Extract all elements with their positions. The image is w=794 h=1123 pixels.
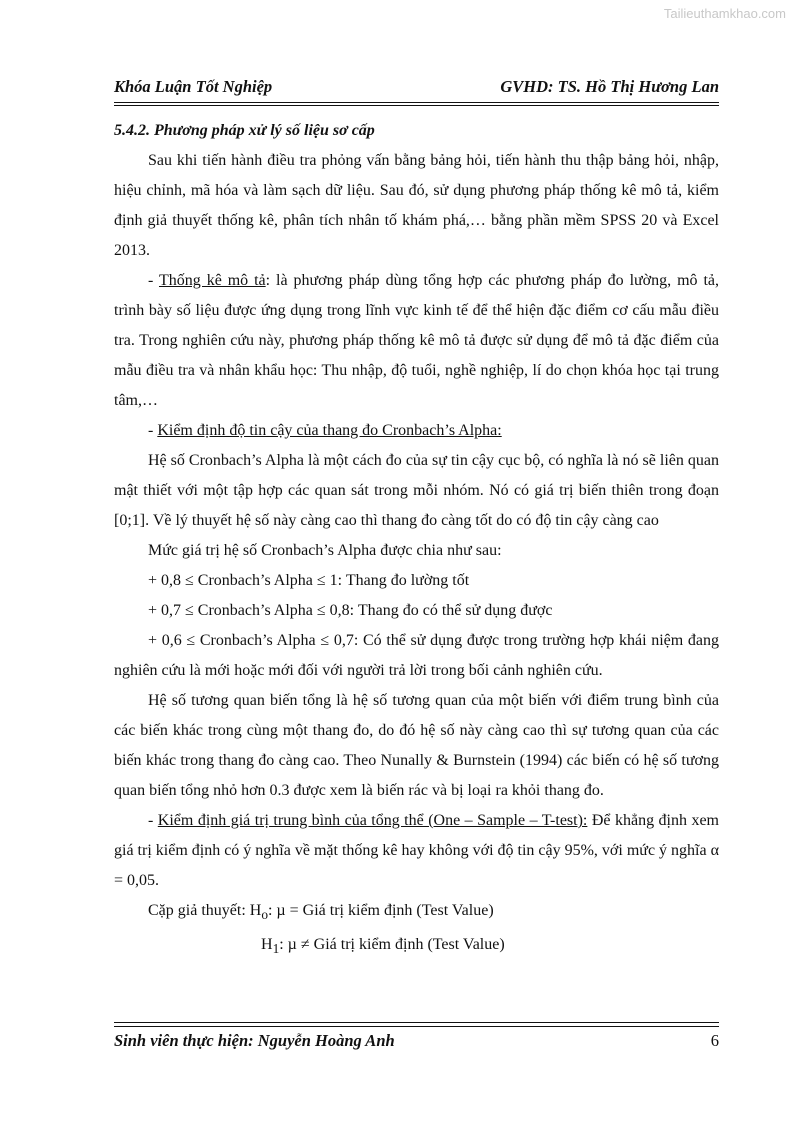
paragraph-intro: Sau khi tiến hành điều tra phỏng vấn bằng bảng hỏi, tiến hành thu thập bảng hỏi, nhập, hiệu chỉnh, mã hóa và làm sạch dữ liệu. Sau đó, sử dụng phương pháp thống kê mô tả, kiểm định giả thuyết thống kê, phân tích nhân tố khám phá,… bằng phần mềm SPSS 20 và Excel 2013. bbox=[114, 152, 719, 259]
cronbach-label: Kiểm định độ tin cậy của thang đo Cronbach’s Alpha: bbox=[157, 422, 502, 439]
header-right: GVHD: TS. Hồ Thị Hương Lan bbox=[500, 77, 719, 96]
hypothesis-prefix: Cặp giả thuyết: H bbox=[148, 902, 262, 919]
descriptive-stats-label: Thống kê mô tả bbox=[158, 272, 266, 289]
page-footer bbox=[114, 1026, 719, 1051]
section-number: 5.4.2. bbox=[114, 122, 150, 139]
h1-subscript: 1 bbox=[272, 941, 280, 957]
section-heading bbox=[114, 116, 719, 146]
descriptive-stats-text: : là phương pháp dùng tổng hợp các phương pháp đo lường, mô tả, trình bày số liệu được ứng dụng trong lĩnh vực kinh tế để thể hiện đặc điểm cơ cấu mẫu điều tra. Trong nghiên cứu này, phương pháp thống kê mô tả được sử dụng để mô tả đặc điểm của mẫu điều tra và nhân khẩu học: Thu nhập, độ tuổi, nghề nghiệp, lí do chọn khóa học tại trung tâm,… bbox=[114, 272, 720, 409]
paragraph-descriptive: - Thống kê mô tả: là phương pháp dùng tổng hợp các phương pháp đo lường, mô tả, trình bày số liệu được ứng dụng trong lĩnh vực kinh tế để thể hiện đặc điểm cơ cấu mẫu điều tra. Trong nghiên cứu này, phương pháp thống kê mô tả được sử dụng để mô tả đặc điểm của mẫu điều tra và nhân khẩu học: Thu nhập, độ tuổi, nghề nghiệp, lí do chọn khóa học tại trung tâm,… bbox=[114, 272, 720, 409]
paragraph-cronbach-heading: - Kiểm định độ tin cậy của thang đo Cronbach’s Alpha: bbox=[148, 422, 502, 439]
page-number: 6 bbox=[710, 1031, 719, 1050]
h1-letter: H bbox=[261, 936, 273, 954]
ttest-label: Kiểm định giá trị trung bình của tổng thể (One – Sample – T-test): bbox=[157, 812, 588, 829]
header-left: Khóa Luận Tốt Nghiệp bbox=[114, 77, 273, 96]
page-header bbox=[114, 77, 719, 103]
h1-text: : µ ≠ Giá trị kiểm định (Test Value) bbox=[279, 936, 505, 954]
hypothesis-h0 bbox=[114, 896, 719, 930]
level-item: + 0,7 ≤ Cronbach’s Alpha ≤ 0,8: Thang đo có thể sử dụng được bbox=[148, 602, 553, 619]
level-item: + 0,6 ≤ Cronbach’s Alpha ≤ 0,7: Có thể sử dụng được trong trường hợp khái niệm đang nghiên cứu là mới hoặc mới đối với người trả lời trong bối cảnh nghiên cứu. bbox=[114, 632, 719, 679]
paragraph-item-total: Hệ số tương quan biến tổng là hệ số tương quan của một biến với điểm trung bình của các biến khác trong cùng một thang đo, do đó hệ số này càng cao thì sự tương quan của các biến khác trong thang đo càng cao. Theo Nunally & Burnstein (1994) các biến có hệ số tương quan biến tổng nhỏ hơn 0.3 được xem là biến rác và bị loại ra khỏi thang đo. bbox=[114, 692, 719, 799]
ttest-text: Để khẳng định xem giá trị kiểm định có ý nghĩa về mặt thống kê hay không với độ tin cậy 95%, với mức ý nghĩa α = 0,05. bbox=[114, 812, 719, 889]
paragraph-cronbach: Hệ số Cronbach’s Alpha là một cách đo của sự tin cậy cục bộ, có nghĩa là nó sẽ liên quan mật thiết với một tập hợp các quan sát trong mỗi nhóm. Nó có giá trị biến thiên trong đoạn [0;1]. Về lý thuyết hệ số này càng cao thì thang đo càng tốt do có độ tin cậy càng cao bbox=[114, 452, 719, 529]
hypothesis-h1 bbox=[114, 930, 719, 964]
paragraph-ttest: - Kiểm định giá trị trung bình của tổng thể (One – Sample – T-test): Để khẳng định xem giá trị kiểm định có ý nghĩa về mặt thống kê hay không với độ tin cậy 95%, với mức ý nghĩa α = 0,05. bbox=[114, 812, 719, 889]
level-item: + 0,8 ≤ Cronbach’s Alpha ≤ 1: Thang đo lường tốt bbox=[148, 572, 470, 589]
watermark: Tailieuthamkhao.com bbox=[663, 6, 786, 21]
page-body bbox=[114, 116, 719, 964]
footer-author: Sinh viên thực hiện: Nguyễn Hoàng Anh bbox=[114, 1031, 395, 1050]
paragraph-levels-intro: Mức giá trị hệ số Cronbach’s Alpha được chia như sau: bbox=[148, 542, 502, 559]
section-title: Phương pháp xử lý số liệu sơ cấp bbox=[154, 122, 375, 139]
h0-subscript: o bbox=[261, 907, 268, 923]
h0-text: : µ = Giá trị kiểm định (Test Value) bbox=[267, 902, 494, 919]
